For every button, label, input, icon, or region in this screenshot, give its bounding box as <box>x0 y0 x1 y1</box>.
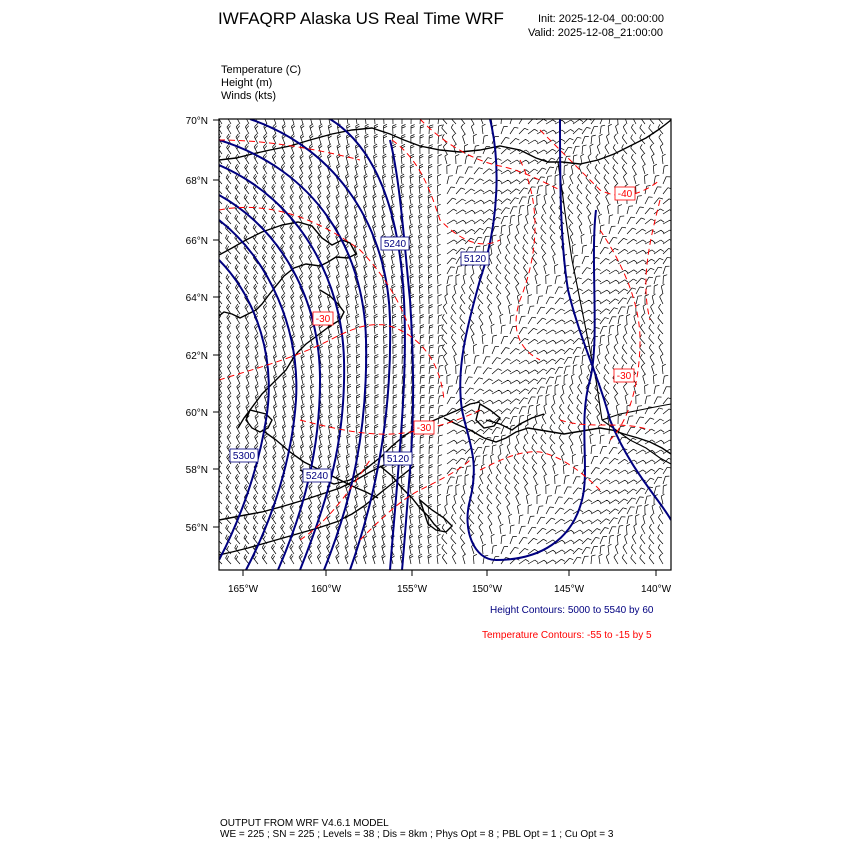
lat-label: 60°N <box>185 408 208 419</box>
init-time: Init: 2025-12-04_00:00:00 <box>538 13 664 25</box>
wind-barb-field <box>216 114 673 564</box>
temperature-contour-note: Temperature Contours: -55 to -15 by 5 <box>482 630 652 641</box>
height-label: 5120 <box>463 254 487 265</box>
lon-label: 140°W <box>640 584 672 595</box>
lon-label: 165°W <box>227 584 259 595</box>
coastlines <box>219 120 671 555</box>
height-label: 5300 <box>232 451 256 462</box>
lon-label: 155°W <box>396 584 428 595</box>
temperature-label: -30 <box>315 314 331 325</box>
model-config-footer: WE = 225 ; SN = 225 ; Levels = 38 ; Dis = 8km ; Phys Opt = 8 ; PBL Opt = 1 ; Cu Opt = 3 <box>220 829 614 840</box>
lon-label: 160°W <box>310 584 342 595</box>
field-winds: Winds (kts) <box>221 90 276 102</box>
wind-barbs <box>216 114 673 564</box>
lat-label: 56°N <box>185 523 208 534</box>
height-label: 5120 <box>386 454 410 465</box>
height-label: 5240 <box>383 239 407 250</box>
lat-label: 66°N <box>185 236 208 247</box>
height-contour-note: Height Contours: 5000 to 5540 by 60 <box>490 605 654 616</box>
lat-label: 64°N <box>185 293 208 304</box>
field-height: Height (m) <box>221 77 273 89</box>
lat-label: 68°N <box>185 176 208 187</box>
model-footer: OUTPUT FROM WRF V4.6.1 MODEL <box>220 818 389 829</box>
chart-title: IWFAQRP Alaska US Real Time WRF <box>218 9 504 28</box>
temperature-label: -40 <box>617 189 633 200</box>
lat-label: 70°N <box>185 116 208 127</box>
temperature-label: -30 <box>616 371 632 382</box>
lat-label: 58°N <box>185 465 208 476</box>
lon-label: 150°W <box>471 584 503 595</box>
height-label: 5240 <box>305 471 329 482</box>
valid-time: Valid: 2025-12-08_21:00:00 <box>528 27 663 39</box>
temperature-label: -30 <box>416 423 432 434</box>
lat-label: 62°N <box>185 351 208 362</box>
lon-label: 145°W <box>553 584 585 595</box>
field-temperature: Temperature (C) <box>221 64 302 76</box>
